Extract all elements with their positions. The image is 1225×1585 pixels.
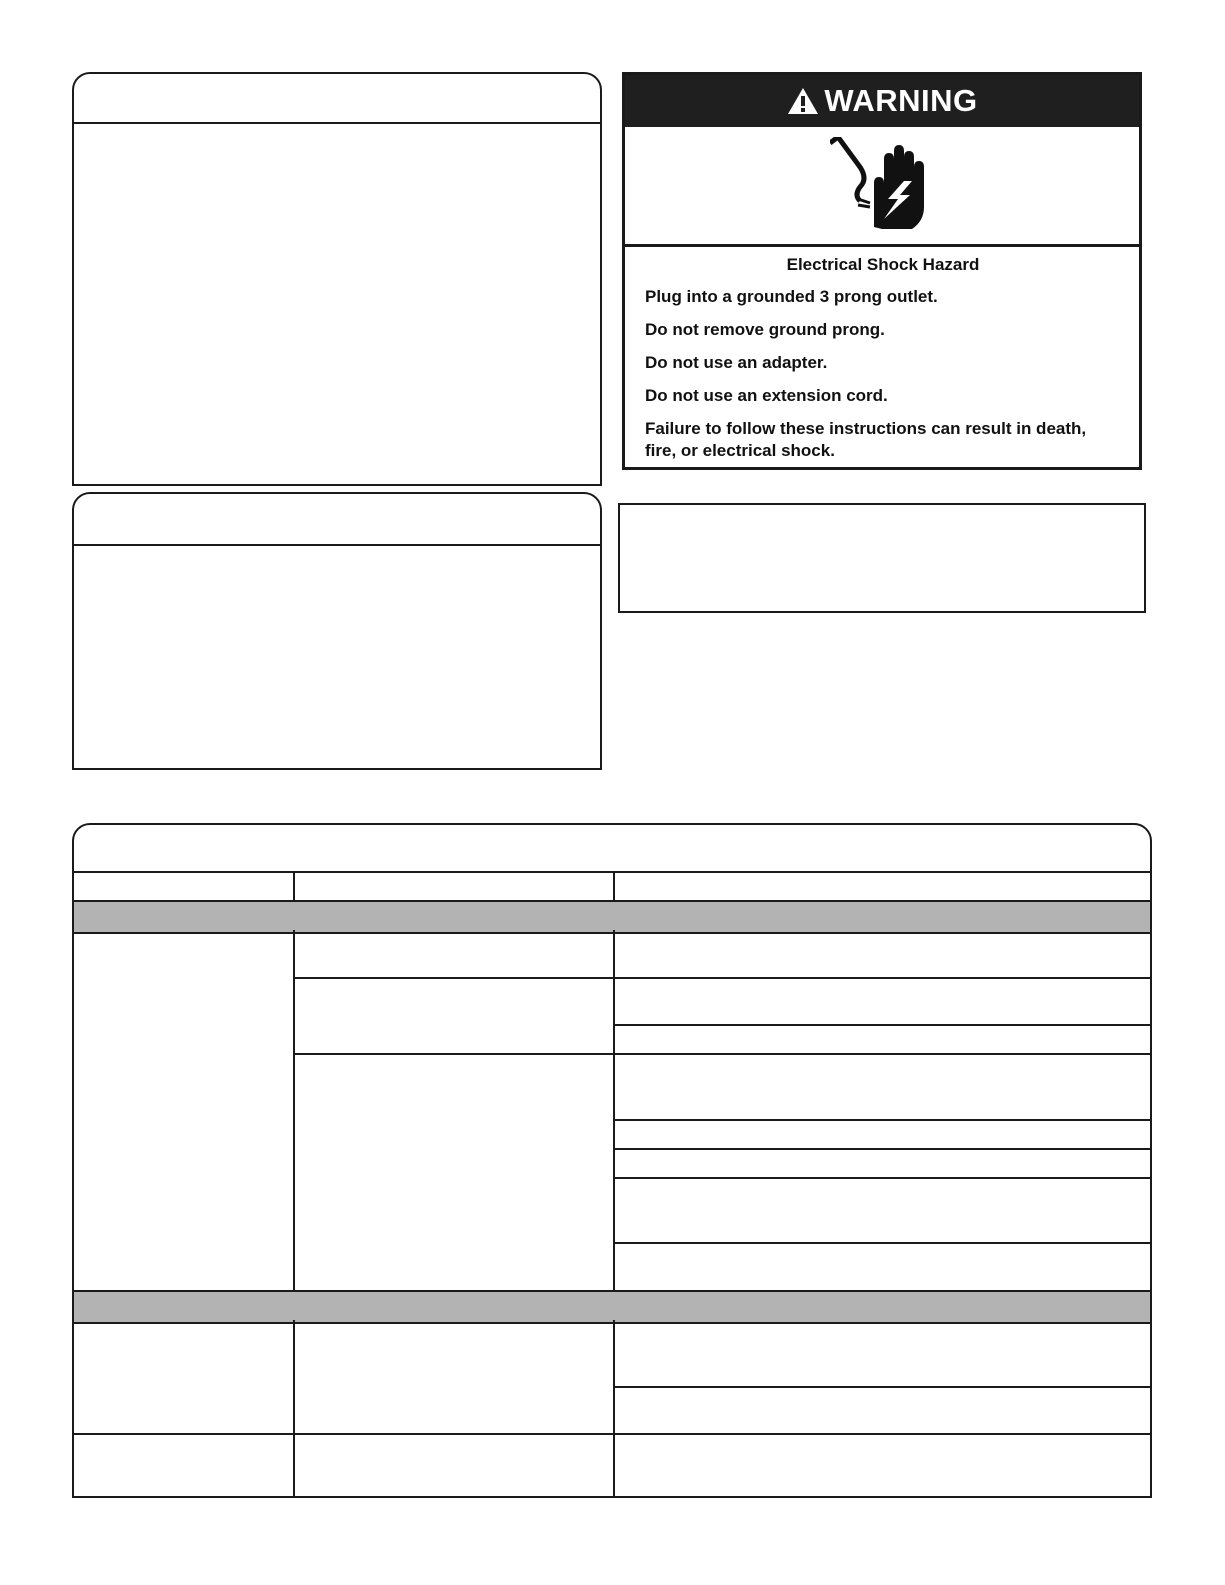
troubleshooting-table: [72, 823, 1152, 1498]
warning-instruction: Plug into a grounded 3 prong outlet.: [645, 287, 938, 306]
info-box-top-left: [72, 72, 602, 486]
table-row-divider: [613, 1148, 1150, 1150]
table-section-band: [74, 900, 1150, 934]
box-header-divider: [74, 544, 600, 546]
electrical-shock-hand-icon: [830, 137, 930, 233]
warning-signal-word: WARNING: [824, 83, 978, 118]
table-column-divider: [613, 1320, 615, 1498]
box-header-divider: [74, 122, 600, 124]
table-row-divider: [613, 1119, 1150, 1121]
table-row-divider: [293, 977, 1150, 979]
table-column-divider: [613, 871, 615, 900]
table-row-divider: [613, 1242, 1150, 1244]
table-column-divider: [293, 930, 295, 1290]
note-box-right: [618, 503, 1146, 613]
warning-instruction: Failure to follow these instructions can result in death, fire, or electrical shock.: [645, 419, 1087, 460]
table-column-divider: [293, 871, 295, 900]
hazard-pictogram: [625, 127, 1139, 247]
info-box-bottom-left: [72, 492, 602, 770]
table-row-divider: [613, 1024, 1150, 1026]
table-section-band: [74, 1290, 1150, 1324]
table-column-divider: [613, 930, 615, 1290]
table-row-divider: [613, 1386, 1150, 1388]
warning-instruction: Do not use an adapter.: [645, 353, 828, 372]
table-header-divider: [74, 871, 1150, 873]
warning-instruction: Do not use an extension cord.: [645, 386, 888, 405]
hazard-title: Electrical Shock Hazard: [786, 255, 980, 274]
warning-body: [625, 247, 1139, 467]
warning-header: [625, 75, 1139, 127]
table-column-divider: [293, 1320, 295, 1498]
warning-panel: [622, 72, 1142, 470]
warning-triangle-icon: [786, 86, 820, 116]
warning-instruction: Do not remove ground prong.: [645, 320, 885, 339]
table-row-divider: [613, 1177, 1150, 1179]
table-row-divider: [293, 1053, 1150, 1055]
table-row-divider: [74, 1433, 1150, 1435]
